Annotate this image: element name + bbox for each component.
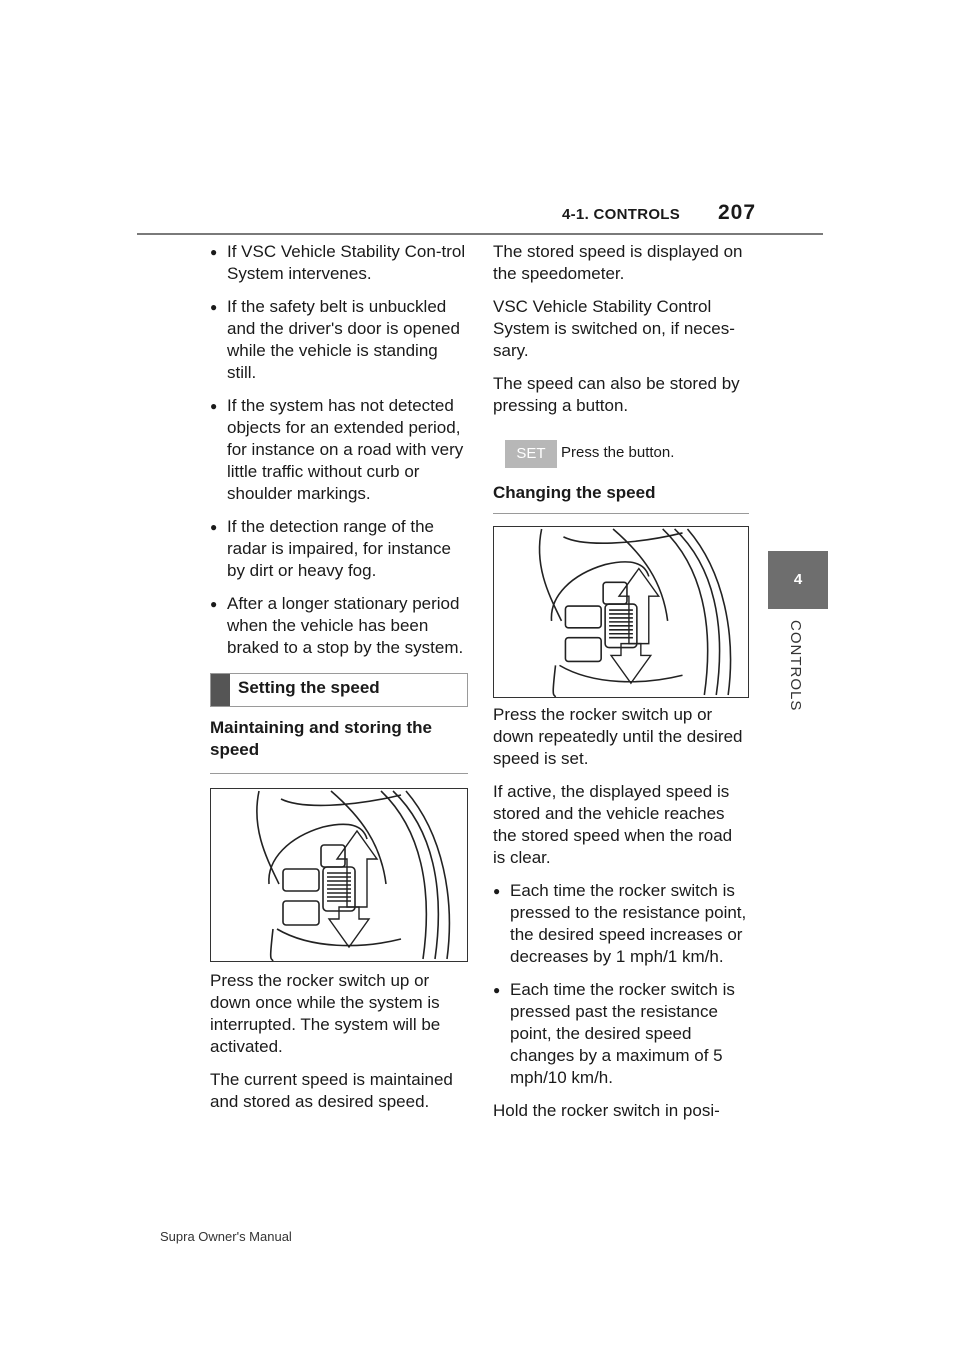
paragraph: Hold the rocker switch in posi- <box>493 1101 720 1120</box>
paragraph: VSC Vehicle Stability Control System is switched on, if neces-sary. <box>493 297 735 360</box>
section-title: 4-1. CONTROLS <box>562 206 681 223</box>
right-bullet-list <box>493 880 749 1089</box>
set-button-text: Press the button. <box>561 444 675 461</box>
steering-wheel-icon <box>494 527 748 697</box>
paragraph: If active, the displayed speed is stored and the vehicle reaches the stored speed when the road is clear. <box>493 782 733 867</box>
paragraph: Press the rocker switch up or down repeatedly until the desired speed is set. <box>493 705 743 768</box>
setting-speed-heading <box>210 673 468 707</box>
paragraph: The stored speed is displayed on the speedometer. <box>493 242 743 283</box>
list-item: ● If the safety belt is unbuckled and the driver's door is opened while the vehicle is standing still. <box>210 296 468 384</box>
paragraph: The speed can also be stored by pressing a button. <box>493 374 740 415</box>
page-number: 207 <box>718 201 757 224</box>
maintaining-speed-subheading: Maintaining and storing the speed <box>210 717 468 774</box>
steering-wheel-icon <box>211 789 467 961</box>
footer-manual-title: Supra Owner's Manual <box>160 1229 292 1244</box>
chapter-tab: 4 <box>768 551 828 609</box>
page-header <box>0 0 960 240</box>
chapter-label: CONTROLS <box>787 620 804 712</box>
set-button-icon: SET <box>505 440 557 468</box>
list-item: ● After a longer stationary period when the vehicle has been braked to a stop by the system. <box>210 593 468 659</box>
set-button-row <box>493 432 749 472</box>
rocker-switch-illustration <box>210 788 468 962</box>
right-column <box>493 241 749 1133</box>
rocker-switch-illustration <box>493 526 749 698</box>
paragraph: The current speed is maintained and stored as desired speed. <box>210 1070 453 1111</box>
list-item: ● Each time the rocker switch is pressed past the resistance point, the desired speed changes by a maximum of 5 mph/10 km/h. <box>493 979 749 1089</box>
header-rule <box>137 233 823 235</box>
left-bullet-list <box>210 241 468 659</box>
list-item: ● If VSC Vehicle Stability Con-trol System intervenes. <box>210 241 468 285</box>
list-item: ● Each time the rocker switch is pressed to the resistance point, the desired speed increases or decreases by 1 mph/1 km/h. <box>493 880 749 968</box>
heading-bar <box>211 674 230 706</box>
list-item: ● If the detection range of the radar is impaired, for instance by dirt or heavy fog. <box>210 516 468 582</box>
setting-speed-title: Setting the speed <box>238 678 380 697</box>
left-column <box>210 241 468 1124</box>
list-item: ● If the system has not detected objects for an extended period, for instance on a road with very little traffic without curb or shoulder markings. <box>210 395 468 505</box>
paragraph: Press the rocker switch up or down once while the system is interrupted. The system will be activated. <box>210 971 441 1056</box>
changing-speed-subheading: Changing the speed <box>493 482 749 514</box>
